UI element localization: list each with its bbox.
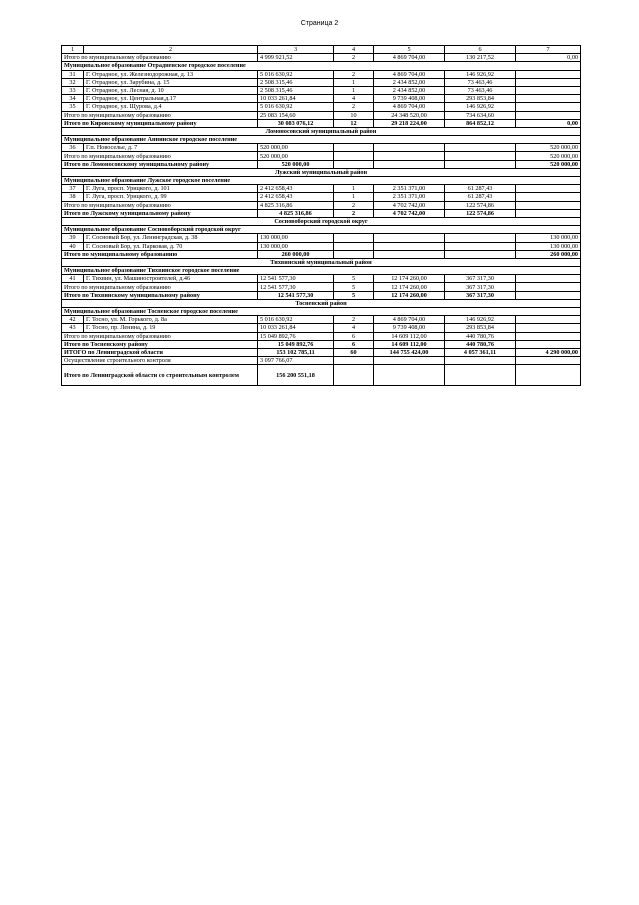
table-row bbox=[62, 324, 581, 332]
table-cell: 10 033 261,84 bbox=[258, 95, 334, 103]
table-cell bbox=[445, 152, 516, 160]
table-cell: 520 000,00 bbox=[516, 144, 581, 152]
table-cell: 3 097 766,07 bbox=[258, 357, 334, 365]
table-cell: 5 bbox=[334, 283, 374, 291]
total-label: ИТОГО по Ленинградской области bbox=[62, 348, 258, 356]
table-cell: 2 412 658,43 bbox=[258, 185, 334, 193]
table-cell: Г. Отрадное, ул. Лесная, д. 10 bbox=[84, 86, 258, 94]
table-cell: 2 412 658,43 bbox=[258, 193, 334, 201]
table-cell: 520 000,00 bbox=[258, 160, 334, 168]
table-cell bbox=[334, 144, 374, 152]
table-cell: 32 bbox=[62, 78, 84, 86]
table-cell bbox=[445, 242, 516, 250]
table-header-row bbox=[62, 46, 581, 54]
table-cell: 122 574,86 bbox=[445, 209, 516, 217]
table-cell bbox=[445, 250, 516, 258]
table-cell: Г. Отрадное, ул. Железнодорожная, д. 13 bbox=[84, 70, 258, 78]
table-cell bbox=[374, 160, 445, 168]
table-cell bbox=[445, 357, 516, 365]
table-cell: 35 bbox=[62, 103, 84, 111]
table-cell: 2 bbox=[334, 316, 374, 324]
table-cell: 24 348 520,00 bbox=[374, 111, 445, 119]
table-cell: 73 463,46 bbox=[445, 78, 516, 86]
table-cell: 2 434 852,00 bbox=[374, 78, 445, 86]
total-row bbox=[62, 291, 581, 299]
table-cell: 130 000,00 bbox=[516, 242, 581, 250]
table-cell bbox=[516, 283, 581, 291]
table-cell: 40 bbox=[62, 242, 84, 250]
table-cell: 30 083 076,12 bbox=[258, 119, 334, 127]
region-title: Сосновоборский городской округ bbox=[62, 217, 581, 225]
table-cell: 0,00 bbox=[516, 54, 581, 62]
total-row bbox=[62, 332, 581, 340]
table-cell bbox=[374, 234, 445, 242]
table-cell: 293 853,84 bbox=[445, 324, 516, 332]
total-label: Итого по Ломоносовскому муниципальному району bbox=[62, 160, 258, 168]
table-cell: 41 bbox=[62, 275, 84, 283]
region-title: Лужский муниципальный район bbox=[62, 168, 581, 176]
table-cell: 130 000,00 bbox=[258, 242, 334, 250]
table-cell bbox=[374, 144, 445, 152]
table-cell: 12 bbox=[334, 119, 374, 127]
table-cell bbox=[445, 365, 516, 386]
table-cell bbox=[334, 234, 374, 242]
table-cell bbox=[516, 193, 581, 201]
total-label: Итого по муниципальному образованию bbox=[62, 250, 258, 258]
table-cell bbox=[445, 144, 516, 152]
region-title: Тосненский район bbox=[62, 299, 581, 307]
table-cell: 33 bbox=[62, 86, 84, 94]
table-cell bbox=[516, 86, 581, 94]
table-cell: 9 739 408,00 bbox=[374, 324, 445, 332]
table-cell: 6 bbox=[334, 340, 374, 348]
section-row bbox=[62, 177, 581, 185]
table-cell: Г. Сосновый Бор, ул. Парковая, д. 70 bbox=[84, 242, 258, 250]
table-cell: 38 bbox=[62, 193, 84, 201]
table-cell bbox=[516, 201, 581, 209]
table-row bbox=[62, 78, 581, 86]
table-cell: 2 bbox=[334, 201, 374, 209]
table-row bbox=[62, 316, 581, 324]
section-title: Муниципальное образование Лужское городское поселение bbox=[62, 177, 581, 185]
table-cell bbox=[374, 250, 445, 258]
table-cell: 4 869 704,00 bbox=[374, 103, 445, 111]
section-row bbox=[62, 136, 581, 144]
table-cell: 9 739 408,00 bbox=[374, 95, 445, 103]
table-cell: 130 217,52 bbox=[445, 54, 516, 62]
table-cell: 367 317,30 bbox=[445, 283, 516, 291]
column-header: 5 bbox=[374, 46, 445, 54]
table-cell bbox=[334, 160, 374, 168]
region-row bbox=[62, 217, 581, 225]
table-cell: 367 317,30 bbox=[445, 275, 516, 283]
column-header: 1 bbox=[62, 46, 84, 54]
total-label: Итого по муниципальному образованию bbox=[62, 283, 258, 291]
table-cell: 12 541 577,30 bbox=[258, 275, 334, 283]
table-cell: 4 bbox=[334, 95, 374, 103]
column-header: 7 bbox=[516, 46, 581, 54]
table-body bbox=[62, 46, 581, 386]
total-label: Итого по Кировскому муниципальному району bbox=[62, 119, 258, 127]
table-cell: 130 000,00 bbox=[516, 234, 581, 242]
table-cell: 2 bbox=[334, 103, 374, 111]
table-row bbox=[62, 70, 581, 78]
table-cell: 4 bbox=[334, 324, 374, 332]
total-row bbox=[62, 160, 581, 168]
table-cell bbox=[516, 111, 581, 119]
table-cell: 4 999 921,52 bbox=[258, 54, 334, 62]
table-cell: 15 049 892,76 bbox=[258, 332, 334, 340]
table-cell: 10 033 261,84 bbox=[258, 324, 334, 332]
table-cell: 2 351 371,00 bbox=[374, 185, 445, 193]
total-row bbox=[62, 357, 581, 365]
table-cell: 734 634,60 bbox=[445, 111, 516, 119]
total-label: Итого по муниципальному образованию bbox=[62, 54, 258, 62]
table-cell: 520 000,00 bbox=[516, 160, 581, 168]
total-row bbox=[62, 152, 581, 160]
table-cell bbox=[334, 242, 374, 250]
table-cell: 37 bbox=[62, 185, 84, 193]
table-row bbox=[62, 185, 581, 193]
table-cell bbox=[516, 365, 581, 386]
total-row bbox=[62, 348, 581, 356]
table-cell: 61 287,43 bbox=[445, 193, 516, 201]
table-cell: 156 200 551,18 bbox=[258, 365, 334, 386]
table-cell: Г. Тихвин, ул. Машиностроителей, д.46 bbox=[84, 275, 258, 283]
table-cell: 14 609 112,00 bbox=[374, 332, 445, 340]
table-cell: 4 869 704,00 bbox=[374, 54, 445, 62]
table-cell bbox=[516, 340, 581, 348]
table-cell: 36 bbox=[62, 144, 84, 152]
table-cell: 12 541 577,30 bbox=[258, 283, 334, 291]
table-cell bbox=[334, 152, 374, 160]
table-cell: Г.п. Новоселье, д. 7 bbox=[84, 144, 258, 152]
total-label: Итого по Лужскому муниципальному району bbox=[62, 209, 258, 217]
table-cell: 864 852,12 bbox=[445, 119, 516, 127]
table-cell: 367 317,30 bbox=[445, 291, 516, 299]
table-cell: Г. Отрадное, ул. Зарубина, д. 15 bbox=[84, 78, 258, 86]
section-title: Муниципальное образование Сосновоборский городской округ bbox=[62, 226, 581, 234]
total-label: Итого по Тихвинскому муниципальному району bbox=[62, 291, 258, 299]
table-cell: 29 218 224,00 bbox=[374, 119, 445, 127]
table-cell: 0,00 bbox=[516, 119, 581, 127]
table-cell: 1 bbox=[334, 193, 374, 201]
table-cell: 5 bbox=[334, 291, 374, 299]
table-cell: 1 bbox=[334, 86, 374, 94]
section-title: Муниципальное образование Тихвинское городское поселение bbox=[62, 267, 581, 275]
table-cell bbox=[445, 234, 516, 242]
column-header: 4 bbox=[334, 46, 374, 54]
total-label: Итого по муниципальному образованию bbox=[62, 201, 258, 209]
table-cell: 4 825 316,86 bbox=[258, 209, 334, 217]
column-header: 2 bbox=[84, 46, 258, 54]
budget-table bbox=[61, 45, 581, 386]
table-cell: Г. Луга, просп. Урицкого, д. 101 bbox=[84, 185, 258, 193]
table-cell: 73 463,46 bbox=[445, 86, 516, 94]
table-cell bbox=[445, 160, 516, 168]
total-row bbox=[62, 209, 581, 217]
table-cell bbox=[516, 103, 581, 111]
page-label: Страница 2 bbox=[300, 20, 339, 27]
table-cell: 12 174 260,00 bbox=[374, 275, 445, 283]
table-row bbox=[62, 242, 581, 250]
table-cell: 12 174 260,00 bbox=[374, 283, 445, 291]
table-cell: 15 049 892,76 bbox=[258, 340, 334, 348]
table-cell bbox=[374, 365, 445, 386]
table-cell: 43 bbox=[62, 324, 84, 332]
table-cell: 60 bbox=[334, 348, 374, 356]
table-cell: 440 780,76 bbox=[445, 340, 516, 348]
table-cell: 4 702 742,00 bbox=[374, 201, 445, 209]
table-cell bbox=[516, 95, 581, 103]
table-row bbox=[62, 95, 581, 103]
table-cell: Г. Отрадное, ул. Центральная,д.17 bbox=[84, 95, 258, 103]
table-cell bbox=[516, 357, 581, 365]
table-cell: 520 000,00 bbox=[258, 152, 334, 160]
total-row bbox=[62, 54, 581, 62]
table-cell bbox=[516, 70, 581, 78]
table-cell: 2 434 852,00 bbox=[374, 86, 445, 94]
total-row bbox=[62, 283, 581, 291]
table-cell: 14 609 112,00 bbox=[374, 340, 445, 348]
table-cell bbox=[334, 365, 374, 386]
section-row bbox=[62, 226, 581, 234]
table-cell bbox=[334, 357, 374, 365]
table-cell: 4 702 742,00 bbox=[374, 209, 445, 217]
table-cell bbox=[516, 78, 581, 86]
table-cell: 2 bbox=[334, 54, 374, 62]
table-cell: 146 926,92 bbox=[445, 103, 516, 111]
column-header: 3 bbox=[258, 46, 334, 54]
table-cell: 31 bbox=[62, 70, 84, 78]
table-cell: 122 574,86 bbox=[445, 201, 516, 209]
table-cell bbox=[516, 185, 581, 193]
table-cell: 6 bbox=[334, 332, 374, 340]
table-row bbox=[62, 103, 581, 111]
region-row bbox=[62, 258, 581, 266]
table-cell bbox=[374, 152, 445, 160]
total-label: Итого по муниципальному образованию bbox=[62, 332, 258, 340]
table-cell: 153 102 785,11 bbox=[258, 348, 334, 356]
table-cell: 4 869 704,00 bbox=[374, 70, 445, 78]
table-cell: 1 bbox=[334, 78, 374, 86]
region-row bbox=[62, 127, 581, 135]
table-cell: Г. Тосно, ул. М. Горького, д. 8а bbox=[84, 316, 258, 324]
section-row bbox=[62, 267, 581, 275]
table-cell: 4 290 000,00 bbox=[516, 348, 581, 356]
table-cell bbox=[374, 357, 445, 365]
table-row bbox=[62, 193, 581, 201]
table-cell bbox=[374, 242, 445, 250]
table-cell: 10 bbox=[334, 111, 374, 119]
table-cell: 5 016 630,92 bbox=[258, 70, 334, 78]
table-cell bbox=[516, 275, 581, 283]
table-cell: 5 016 630,92 bbox=[258, 103, 334, 111]
total-row bbox=[62, 119, 581, 127]
total-row bbox=[62, 111, 581, 119]
table-cell: 2 bbox=[334, 70, 374, 78]
region-title: Тихвинский муниципальный район bbox=[62, 258, 581, 266]
table-cell: 144 755 424,00 bbox=[374, 348, 445, 356]
section-row bbox=[62, 62, 581, 70]
table-cell: 42 bbox=[62, 316, 84, 324]
table-row bbox=[62, 86, 581, 94]
section-title: Муниципальное образование Тосненское городское поселение bbox=[62, 308, 581, 316]
table-cell: 2 508 315,46 bbox=[258, 86, 334, 94]
table-cell: Г. Тосно, пр. Ленина, д. 19 bbox=[84, 324, 258, 332]
section-row bbox=[62, 308, 581, 316]
table-cell: 5 bbox=[334, 275, 374, 283]
total-label: Осуществление строительного контроля bbox=[62, 357, 258, 365]
table-cell: 520 000,00 bbox=[516, 152, 581, 160]
section-title: Муниципальное образование Отрадненское городское поселение bbox=[62, 62, 581, 70]
table-cell: 4 825 316,86 bbox=[258, 201, 334, 209]
table-cell: 260 000,00 bbox=[516, 250, 581, 258]
table-cell: 130 000,00 bbox=[258, 234, 334, 242]
table-row bbox=[62, 234, 581, 242]
table-cell: Г. Сосновый Бор, ул. Ленинградская, д. 38 bbox=[84, 234, 258, 242]
table-cell: 25 083 154,60 bbox=[258, 111, 334, 119]
table-cell: 293 853,84 bbox=[445, 95, 516, 103]
table-cell bbox=[516, 324, 581, 332]
table-cell: 4 057 361,11 bbox=[445, 348, 516, 356]
table-cell: 34 bbox=[62, 95, 84, 103]
table-cell: 2 bbox=[334, 209, 374, 217]
table-cell: 61 287,43 bbox=[445, 185, 516, 193]
table-cell bbox=[516, 332, 581, 340]
total-row bbox=[62, 365, 581, 386]
total-label: Итого по Ленинградской области со строительным контролем bbox=[62, 365, 258, 386]
table-cell: Г. Отрадное, ул. Щурова, д.4 bbox=[84, 103, 258, 111]
table-cell bbox=[516, 291, 581, 299]
table-row bbox=[62, 144, 581, 152]
table-cell: 39 bbox=[62, 234, 84, 242]
table-cell: 260 000,00 bbox=[258, 250, 334, 258]
table-cell bbox=[516, 316, 581, 324]
table-cell: 12 541 577,30 bbox=[258, 291, 334, 299]
total-label: Итого по муниципальному образованию bbox=[62, 152, 258, 160]
table-cell bbox=[516, 209, 581, 217]
total-label: Итого по Тосненскому району bbox=[62, 340, 258, 348]
table-cell: 520 000,00 bbox=[258, 144, 334, 152]
total-row bbox=[62, 201, 581, 209]
table-cell: Г. Луга, просп. Урицкого, д. 99 bbox=[84, 193, 258, 201]
section-title: Муниципальное образование Аннинское городское поселение bbox=[62, 136, 581, 144]
table-cell bbox=[334, 250, 374, 258]
column-header: 6 bbox=[445, 46, 516, 54]
total-row bbox=[62, 340, 581, 348]
table-cell: 12 174 260,00 bbox=[374, 291, 445, 299]
table-cell: 1 bbox=[334, 185, 374, 193]
region-row bbox=[62, 168, 581, 176]
total-label: Итого по муниципальному образованию bbox=[62, 111, 258, 119]
table-cell: 4 869 704,00 bbox=[374, 316, 445, 324]
table-cell: 146 926,92 bbox=[445, 70, 516, 78]
region-title: Ломоносовский муниципальный район bbox=[62, 127, 581, 135]
table-cell: 5 016 630,92 bbox=[258, 316, 334, 324]
table-cell: 2 351 371,00 bbox=[374, 193, 445, 201]
region-row bbox=[62, 299, 581, 307]
total-row bbox=[62, 250, 581, 258]
table-cell: 2 508 315,46 bbox=[258, 78, 334, 86]
table-cell: 440 780,76 bbox=[445, 332, 516, 340]
table-row bbox=[62, 275, 581, 283]
table-cell: 146 926,92 bbox=[445, 316, 516, 324]
